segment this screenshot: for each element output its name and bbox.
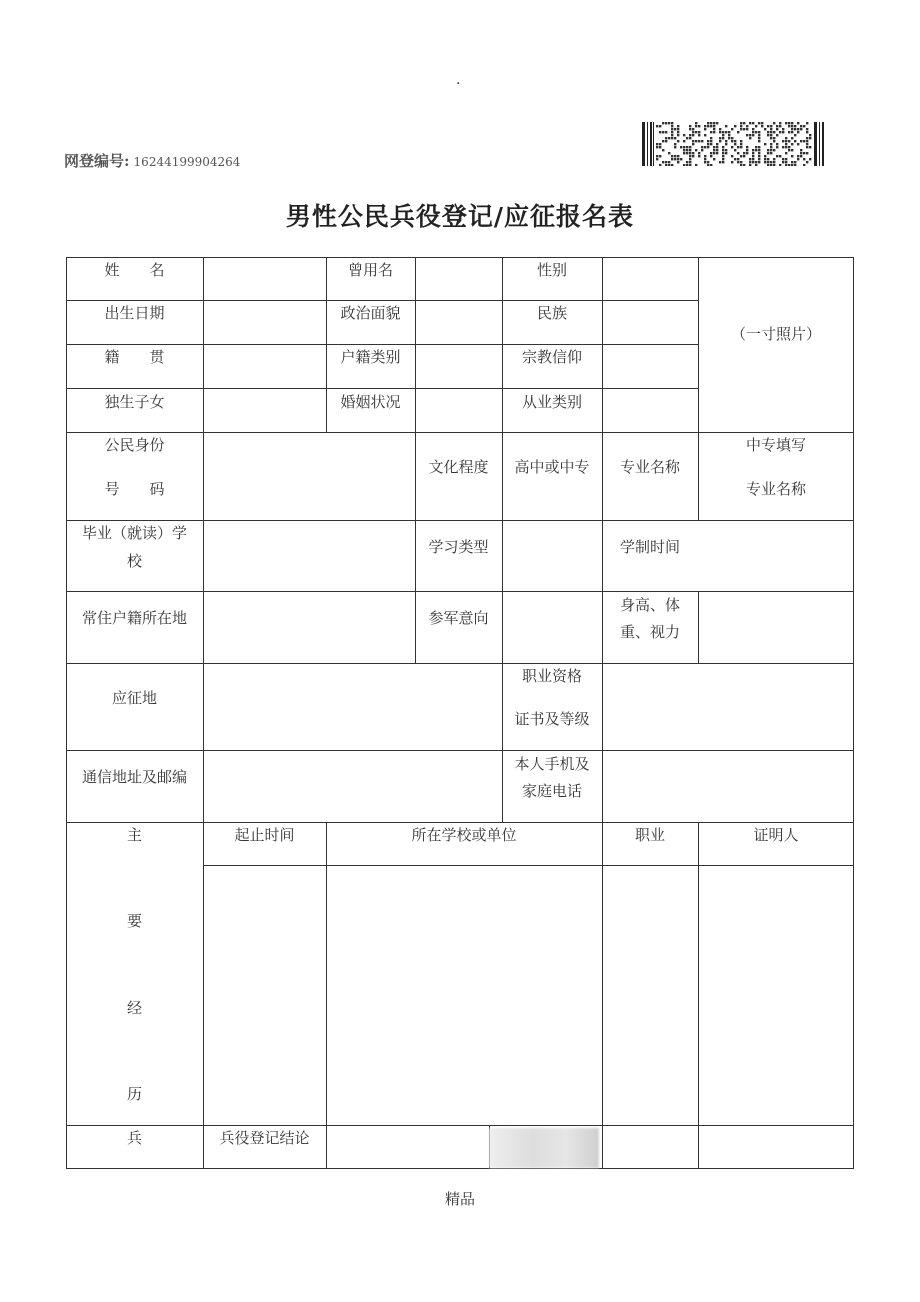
body-label-line1: 身高、体 [619, 596, 680, 614]
blurred-region [489, 1128, 599, 1168]
major-hint-line1: 中专填写 [745, 436, 806, 454]
table-grid-lines [66, 257, 854, 1169]
gender-label: 性别 [536, 261, 567, 279]
name-label: 姓 名 [104, 261, 165, 279]
education-hint: 高中或中专 [514, 458, 590, 476]
registration-number [64, 150, 240, 171]
study-duration-label: 学制时间 [619, 538, 680, 556]
major-name-label: 专业名称 [619, 458, 680, 476]
experience-unit-header: 所在学校或单位 [411, 826, 517, 844]
native-place-label: 籍 贯 [104, 348, 165, 366]
registration-form-table [66, 257, 854, 1169]
only-child-label: 独生子女 [104, 393, 165, 411]
header-dot: . [456, 72, 461, 88]
former-name-label: 曾用名 [347, 261, 393, 279]
school-label-line2: 校 [126, 552, 142, 570]
experience-label-4: 历 [126, 1085, 142, 1103]
phone-label-line1: 本人手机及 [514, 755, 590, 773]
registration-conclusion-label: 兵役登记结论 [219, 1129, 310, 1147]
experience-witness-header: 证明人 [753, 826, 799, 844]
experience-period-header: 起止时间 [234, 826, 295, 844]
education-label: 文化程度 [428, 458, 489, 476]
military-label: 兵 [126, 1129, 142, 1147]
registration-number-label: 网登编号: [64, 152, 130, 170]
experience-label-3: 经 [126, 999, 142, 1017]
enlist-intent-label: 参军意向 [428, 609, 489, 627]
birth-date-label: 出生日期 [104, 304, 165, 322]
study-type-label: 学习类型 [428, 538, 489, 556]
phone-label-line2: 家庭电话 [521, 782, 582, 800]
qualification-label-line2: 证书及等级 [514, 710, 590, 728]
body-label-line2: 重、视力 [619, 623, 680, 641]
form-title: 男性公民兵役登记/应征报名表 [285, 202, 635, 231]
hukou-type-label: 户籍类别 [340, 348, 401, 366]
occupation-type-label: 从业类别 [521, 393, 582, 411]
major-hint-line2: 专业名称 [745, 480, 806, 498]
address-label: 通信地址及邮编 [81, 768, 187, 786]
experience-job-header: 职业 [634, 826, 665, 844]
photo-placeholder: （一寸照片） [730, 325, 821, 343]
ethnicity-label: 民族 [536, 304, 567, 322]
experience-label-1: 主 [126, 826, 142, 844]
qualification-label-line1: 职业资格 [521, 667, 582, 685]
registration-number-value: 16244199904264 [133, 155, 241, 169]
barcode-image [642, 122, 824, 166]
political-status-label: 政治面貌 [340, 304, 401, 322]
conscription-place-label: 应征地 [111, 689, 157, 707]
religion-label: 宗教信仰 [521, 348, 582, 366]
id-number-label-line2: 号 码 [104, 480, 165, 498]
school-label-line1: 毕业（就读）学 [81, 524, 187, 542]
marital-status-label: 婚姻状况 [340, 393, 401, 411]
residence-label: 常住户籍所在地 [81, 609, 187, 627]
footer-text: 精品 [444, 1190, 475, 1208]
id-number-label-line1: 公民身份 [104, 436, 165, 454]
experience-label-2: 要 [126, 912, 142, 930]
